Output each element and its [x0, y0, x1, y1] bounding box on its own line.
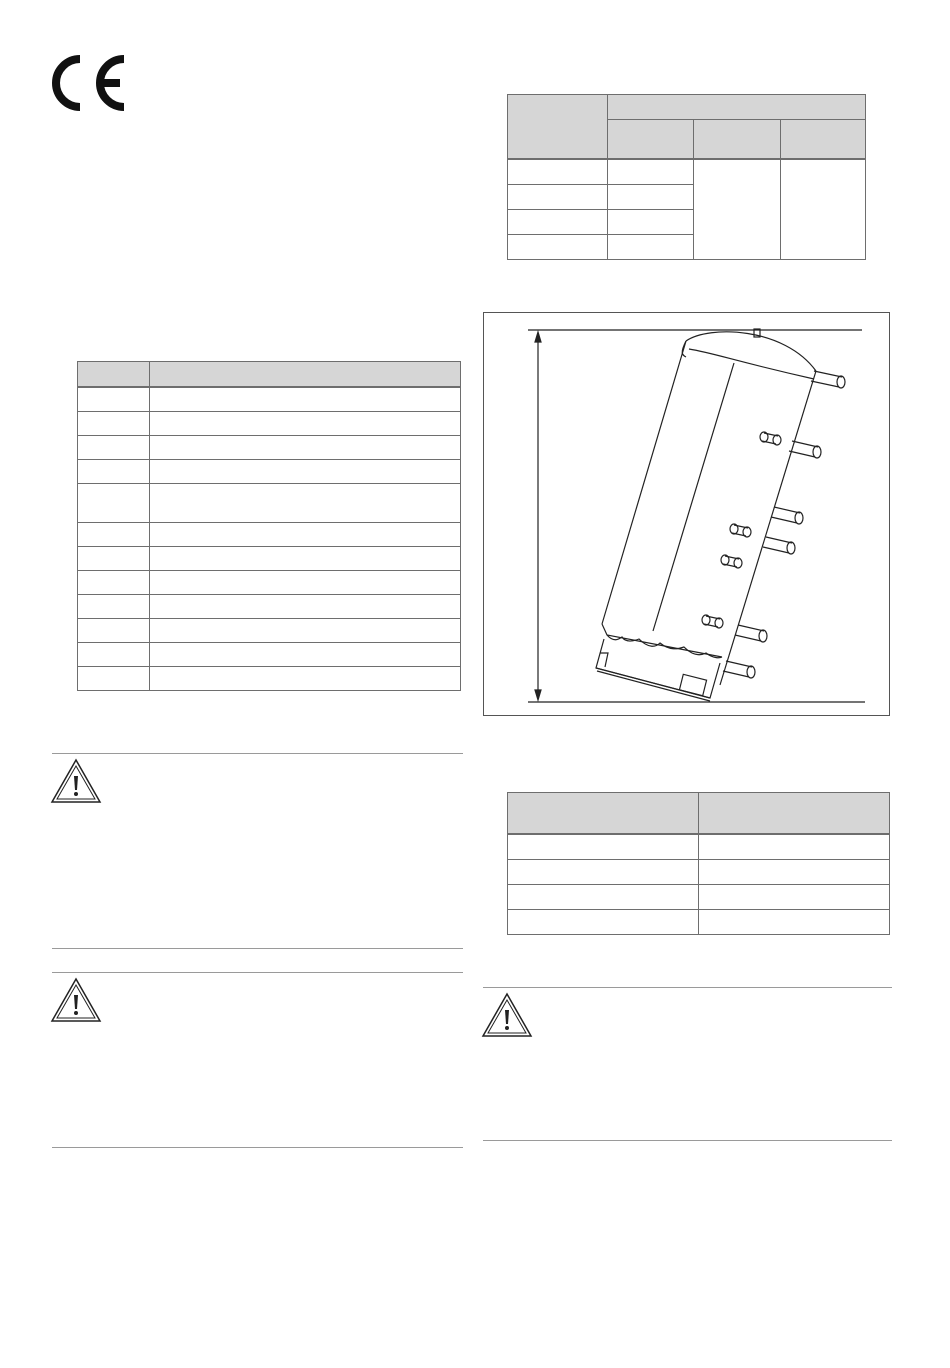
table-cell — [150, 547, 461, 571]
table-row — [78, 523, 461, 547]
table-row — [508, 860, 890, 885]
table-cell — [150, 523, 461, 547]
table-cell — [78, 436, 150, 460]
table-cell — [608, 185, 694, 210]
tank-seam-line — [653, 363, 734, 631]
table-row — [508, 159, 866, 185]
warning-1-bottom-rule — [52, 948, 463, 949]
ce-mark-logo — [50, 55, 128, 111]
table-cell — [78, 412, 150, 436]
table-cell — [781, 159, 866, 260]
table-row — [78, 460, 461, 484]
table-cell — [508, 159, 608, 185]
volume-table-header-type — [508, 95, 608, 160]
table-cell — [150, 412, 461, 436]
volume-table-subheader-3 — [781, 120, 866, 160]
pipe-connections — [723, 371, 845, 678]
table-row — [78, 667, 461, 691]
dimensions-table — [507, 792, 890, 935]
table-row — [78, 643, 461, 667]
table-cell — [150, 484, 461, 523]
table-cell — [508, 910, 699, 935]
table-cell — [78, 667, 150, 691]
table-row — [508, 910, 890, 935]
parts-table-header-description — [150, 362, 461, 388]
warning-1-top-rule — [52, 753, 463, 754]
tank-right-edge — [720, 371, 816, 685]
table-row — [508, 834, 890, 860]
table-cell — [78, 523, 150, 547]
table-cell — [699, 860, 890, 885]
table-cell — [78, 547, 150, 571]
parts-table-header-key — [78, 362, 150, 388]
table-cell — [508, 210, 608, 235]
table-cell — [150, 595, 461, 619]
table-row — [508, 885, 890, 910]
table-cell — [78, 484, 150, 523]
table-cell — [608, 159, 694, 185]
volume-table-header-group — [608, 95, 866, 120]
table-row — [78, 436, 461, 460]
table-cell — [508, 834, 699, 860]
table-row — [78, 571, 461, 595]
table-cell — [150, 619, 461, 643]
table-cell — [78, 619, 150, 643]
table-cell — [150, 387, 461, 412]
table-cell — [78, 387, 150, 412]
warning-2-top-rule — [52, 972, 463, 973]
table-row — [78, 547, 461, 571]
table-cell — [508, 235, 608, 260]
table-cell — [508, 885, 699, 910]
table-cell — [150, 667, 461, 691]
front-stubs — [702, 432, 781, 628]
table-cell — [508, 185, 608, 210]
warning-triangle-icon — [50, 977, 102, 1023]
table-row — [78, 412, 461, 436]
tank-top-dome — [686, 332, 816, 371]
table-row — [78, 387, 461, 412]
table-cell — [608, 235, 694, 260]
table-cell — [694, 159, 781, 260]
table-cell — [699, 885, 890, 910]
table-cell — [78, 595, 150, 619]
volume-table-subheader-2 — [694, 120, 781, 160]
warning-2-bottom-rule — [52, 1147, 463, 1148]
table-cell — [150, 436, 461, 460]
warning-triangle-icon — [50, 758, 102, 804]
warning-3-bottom-rule — [483, 1140, 892, 1141]
warning-triangle-icon — [481, 992, 533, 1038]
tank-drawing-frame — [483, 312, 890, 716]
table-row — [78, 484, 461, 523]
table-cell — [78, 460, 150, 484]
warning-3-top-rule — [483, 987, 892, 988]
table-cell — [78, 643, 150, 667]
parts-table — [77, 361, 461, 691]
storage-tank-drawing — [484, 313, 891, 717]
table-cell — [608, 210, 694, 235]
table-cell — [699, 834, 890, 860]
volume-table — [507, 94, 866, 260]
table-cell — [508, 860, 699, 885]
table-cell — [150, 643, 461, 667]
table-cell — [699, 910, 890, 935]
volume-table-subheader-1 — [608, 120, 694, 160]
table-row — [78, 619, 461, 643]
dims-table-header-1 — [508, 793, 699, 835]
tank-left-edge — [602, 341, 686, 624]
table-cell — [150, 460, 461, 484]
table-row — [78, 595, 461, 619]
table-cell — [150, 571, 461, 595]
table-cell — [78, 571, 150, 595]
dims-table-header-2 — [699, 793, 890, 835]
